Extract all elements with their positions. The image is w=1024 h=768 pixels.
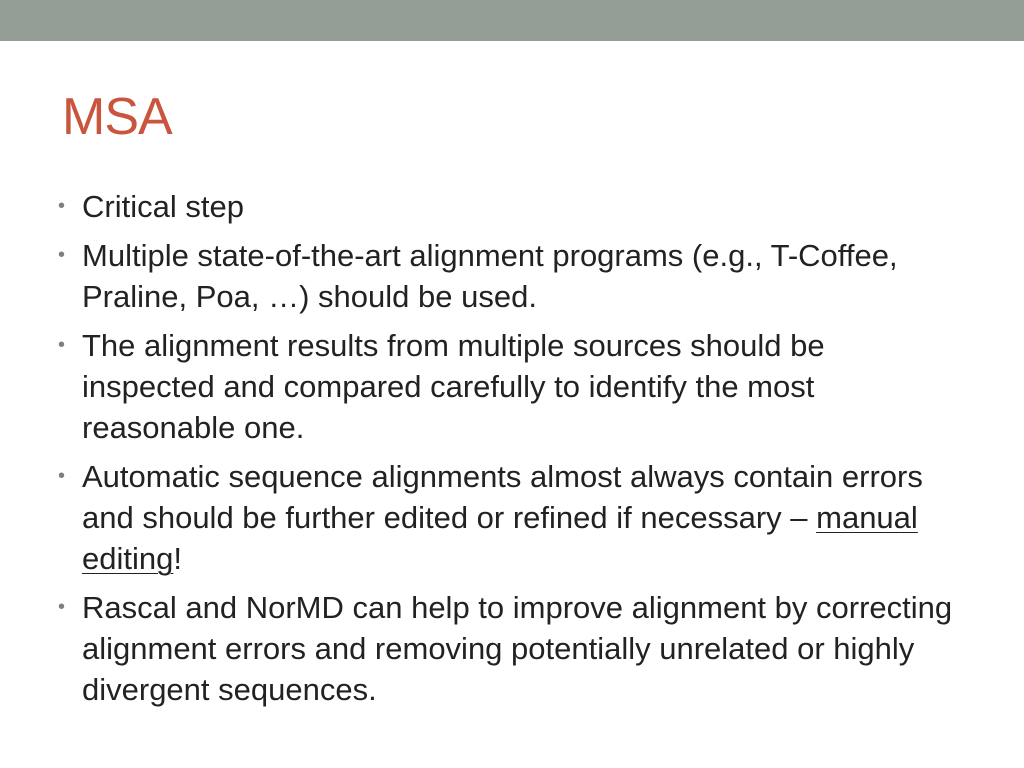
bullet-text: Critical step (82, 189, 244, 224)
slide-title: MSA (62, 88, 172, 146)
bullet-marker: • (58, 244, 66, 266)
bullet-marker: • (58, 334, 66, 356)
bullet-item (58, 587, 958, 710)
bullet-text: Rascal and NorMD can help to improve alignment by correcting alignment errors and removing potentially unrelated or highly divergent sequences. (82, 590, 953, 707)
bullet-list (58, 186, 958, 718)
bullet-text: Automatic sequence alignments almost always contain errors and should be further edited or refined if necessary – (82, 459, 923, 535)
bullet-marker: • (58, 195, 66, 217)
bullet-text: Multiple state-of-the-art alignment programs (e.g., T-Coffee, Praline, Poa, …) should be used. (82, 238, 898, 314)
bullet-text: The alignment results from multiple sources should be inspected and compared carefully to identify the most reasonable one. (82, 328, 825, 445)
bullet-suffix: ! (173, 541, 182, 576)
manual-editing-link[interactable]: manual editing (82, 500, 918, 576)
bullet-item (58, 325, 958, 448)
bullet-item (58, 186, 958, 227)
top-accent-bar (0, 0, 1024, 41)
bullet-marker: • (58, 465, 66, 487)
bullet-item (58, 235, 958, 317)
bullet-item (58, 456, 958, 579)
bullet-marker: • (58, 596, 66, 618)
